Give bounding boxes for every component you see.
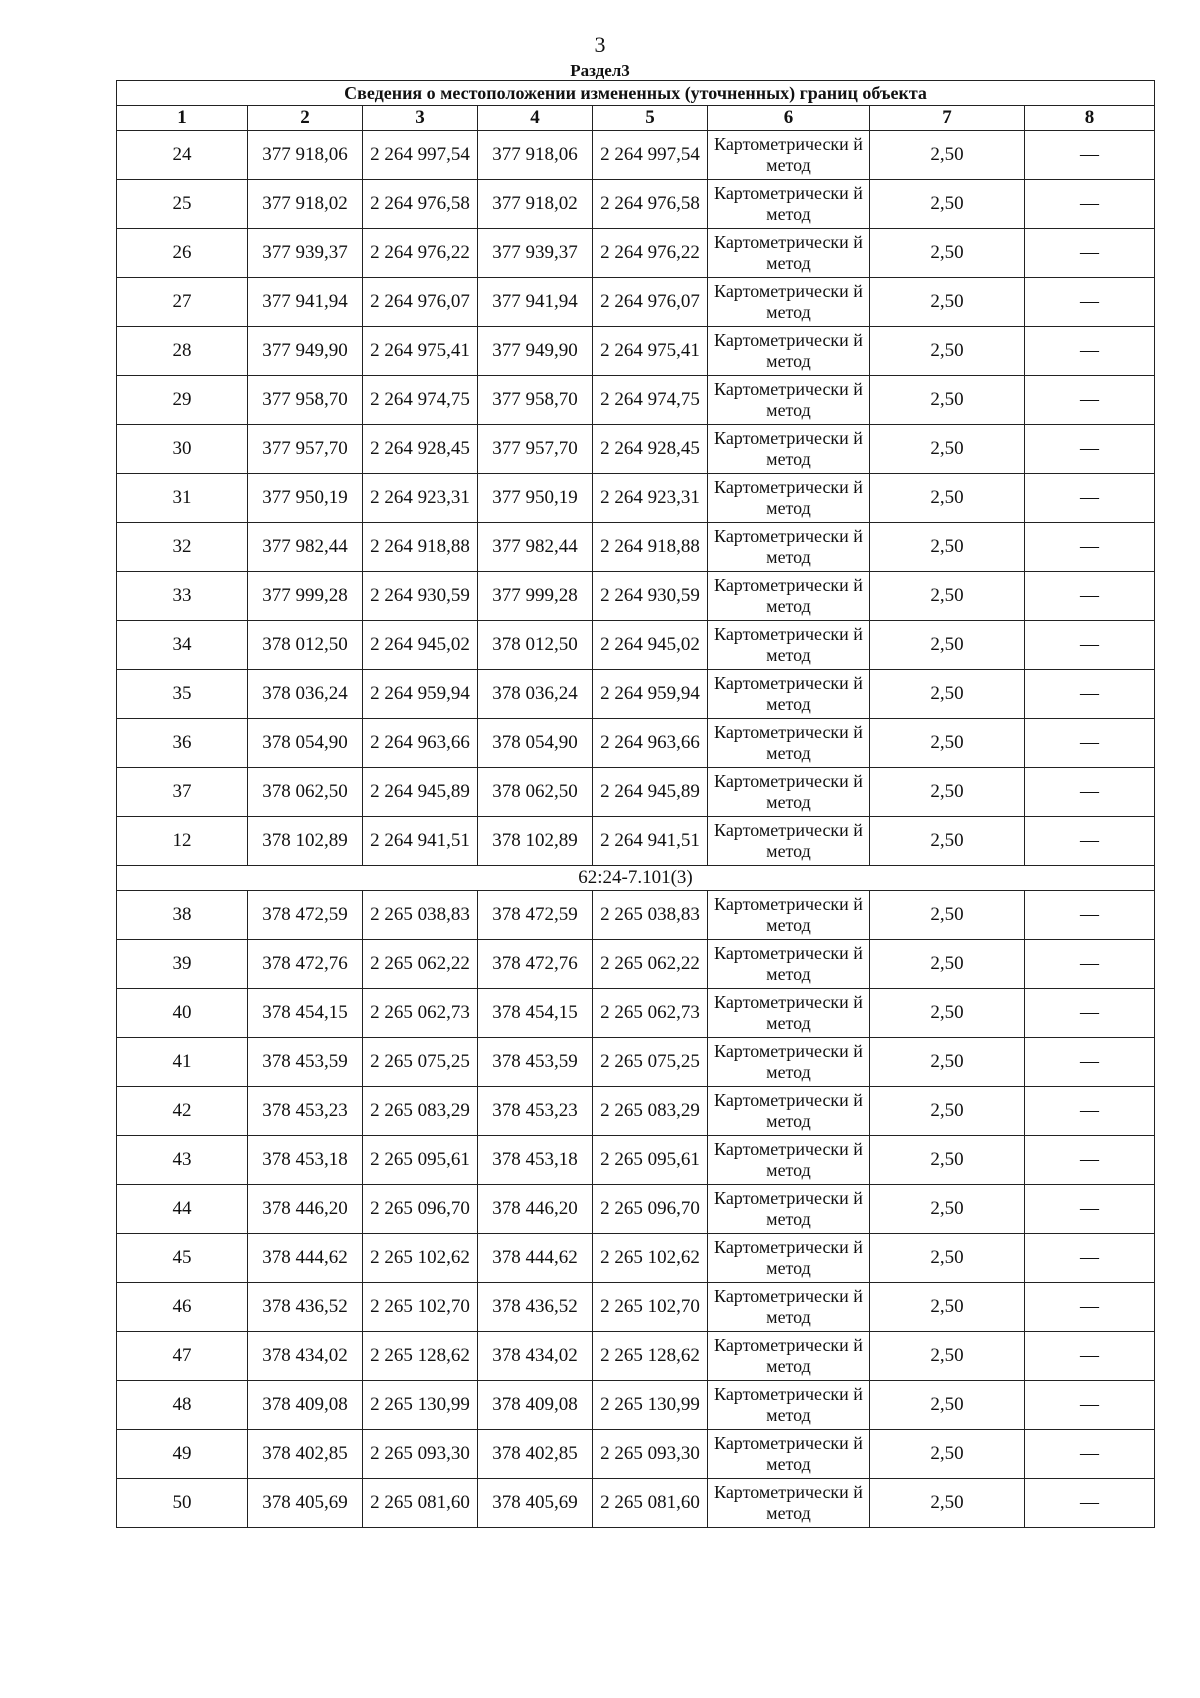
method-cell: Картометрически й метод [708, 1479, 870, 1528]
accuracy-cell: 2,50 [870, 523, 1025, 572]
column-number: 8 [1025, 106, 1155, 131]
table-row [117, 1479, 1155, 1528]
y-old-cell: 2 264 959,94 [363, 670, 478, 719]
x-old-cell: 378 472,59 [248, 891, 363, 940]
y-new-cell: 2 265 130,99 [593, 1381, 708, 1430]
note-cell: — [1025, 1136, 1155, 1185]
y-new-cell: 2 265 102,62 [593, 1234, 708, 1283]
accuracy-cell: 2,50 [870, 1332, 1025, 1381]
y-old-cell: 2 265 128,62 [363, 1332, 478, 1381]
x-old-cell: 378 453,18 [248, 1136, 363, 1185]
table-row [117, 278, 1155, 327]
accuracy-cell: 2,50 [870, 1136, 1025, 1185]
point-number-cell: 50 [117, 1479, 248, 1528]
note-cell: — [1025, 621, 1155, 670]
y-old-cell: 2 264 976,22 [363, 229, 478, 278]
y-old-cell: 2 264 963,66 [363, 719, 478, 768]
point-number-cell: 38 [117, 891, 248, 940]
x-old-cell: 378 436,52 [248, 1283, 363, 1332]
accuracy-cell: 2,50 [870, 940, 1025, 989]
accuracy-cell: 2,50 [870, 180, 1025, 229]
note-cell: — [1025, 1381, 1155, 1430]
x-old-cell: 378 434,02 [248, 1332, 363, 1381]
method-cell: Картометрически й метод [708, 1087, 870, 1136]
x-new-cell: 378 102,89 [478, 817, 593, 866]
y-old-cell: 2 265 083,29 [363, 1087, 478, 1136]
accuracy-cell: 2,50 [870, 891, 1025, 940]
method-cell: Картометрически й метод [708, 670, 870, 719]
note-cell: — [1025, 523, 1155, 572]
note-cell: — [1025, 1332, 1155, 1381]
accuracy-cell: 2,50 [870, 768, 1025, 817]
x-old-cell: 377 918,06 [248, 131, 363, 180]
note-cell: — [1025, 278, 1155, 327]
x-new-cell: 378 454,15 [478, 989, 593, 1038]
point-number-cell: 12 [117, 817, 248, 866]
y-new-cell: 2 264 918,88 [593, 523, 708, 572]
table-row [117, 180, 1155, 229]
note-cell: — [1025, 817, 1155, 866]
y-new-cell: 2 265 081,60 [593, 1479, 708, 1528]
note-cell: — [1025, 1185, 1155, 1234]
note-cell: — [1025, 1430, 1155, 1479]
table-row [117, 327, 1155, 376]
y-old-cell: 2 264 918,88 [363, 523, 478, 572]
accuracy-cell: 2,50 [870, 131, 1025, 180]
y-new-cell: 2 264 928,45 [593, 425, 708, 474]
x-old-cell: 378 036,24 [248, 670, 363, 719]
x-new-cell: 377 950,19 [478, 474, 593, 523]
column-number: 4 [478, 106, 593, 131]
accuracy-cell: 2,50 [870, 817, 1025, 866]
x-new-cell: 378 444,62 [478, 1234, 593, 1283]
y-old-cell: 2 265 081,60 [363, 1479, 478, 1528]
accuracy-cell: 2,50 [870, 1430, 1025, 1479]
method-cell: Картометрически й метод [708, 131, 870, 180]
y-new-cell: 2 264 959,94 [593, 670, 708, 719]
column-number-row [117, 106, 1155, 131]
boundary-coordinates-table [116, 80, 1155, 1528]
point-number-cell: 44 [117, 1185, 248, 1234]
accuracy-cell: 2,50 [870, 1283, 1025, 1332]
x-old-cell: 378 453,59 [248, 1038, 363, 1087]
x-new-cell: 378 062,50 [478, 768, 593, 817]
note-cell: — [1025, 327, 1155, 376]
table-row [117, 1087, 1155, 1136]
y-new-cell: 2 264 976,07 [593, 278, 708, 327]
y-old-cell: 2 265 038,83 [363, 891, 478, 940]
group-row [117, 866, 1155, 891]
x-old-cell: 378 062,50 [248, 768, 363, 817]
x-old-cell: 378 472,76 [248, 940, 363, 989]
accuracy-cell: 2,50 [870, 1479, 1025, 1528]
accuracy-cell: 2,50 [870, 1234, 1025, 1283]
y-new-cell: 2 265 083,29 [593, 1087, 708, 1136]
accuracy-cell: 2,50 [870, 1381, 1025, 1430]
point-number-cell: 47 [117, 1332, 248, 1381]
accuracy-cell: 2,50 [870, 425, 1025, 474]
y-new-cell: 2 264 923,31 [593, 474, 708, 523]
x-old-cell: 378 054,90 [248, 719, 363, 768]
point-number-cell: 34 [117, 621, 248, 670]
method-cell: Картометрически й метод [708, 180, 870, 229]
point-number-cell: 37 [117, 768, 248, 817]
column-number: 3 [363, 106, 478, 131]
note-cell: — [1025, 425, 1155, 474]
method-cell: Картометрически й метод [708, 768, 870, 817]
method-cell: Картометрически й метод [708, 278, 870, 327]
method-cell: Картометрически й метод [708, 1185, 870, 1234]
y-new-cell: 2 265 062,73 [593, 989, 708, 1038]
x-old-cell: 377 949,90 [248, 327, 363, 376]
x-new-cell: 378 453,59 [478, 1038, 593, 1087]
table-row [117, 621, 1155, 670]
note-cell: — [1025, 989, 1155, 1038]
x-old-cell: 378 454,15 [248, 989, 363, 1038]
column-number: 5 [593, 106, 708, 131]
point-number-cell: 41 [117, 1038, 248, 1087]
point-number-cell: 36 [117, 719, 248, 768]
method-cell: Картометрически й метод [708, 1283, 870, 1332]
point-number-cell: 26 [117, 229, 248, 278]
y-new-cell: 2 264 976,22 [593, 229, 708, 278]
x-new-cell: 378 036,24 [478, 670, 593, 719]
page-number: 3 [594, 32, 606, 57]
y-new-cell: 2 264 945,89 [593, 768, 708, 817]
y-old-cell: 2 265 062,73 [363, 989, 478, 1038]
y-old-cell: 2 264 930,59 [363, 572, 478, 621]
y-old-cell: 2 264 997,54 [363, 131, 478, 180]
table-row [117, 1038, 1155, 1087]
note-cell: — [1025, 719, 1155, 768]
y-new-cell: 2 264 945,02 [593, 621, 708, 670]
x-new-cell: 377 941,94 [478, 278, 593, 327]
accuracy-cell: 2,50 [870, 327, 1025, 376]
x-old-cell: 377 999,28 [248, 572, 363, 621]
x-old-cell: 378 444,62 [248, 1234, 363, 1283]
x-old-cell: 378 409,08 [248, 1381, 363, 1430]
y-old-cell: 2 265 130,99 [363, 1381, 478, 1430]
accuracy-cell: 2,50 [870, 719, 1025, 768]
table-row [117, 1381, 1155, 1430]
table-row [117, 229, 1155, 278]
method-cell: Картометрически й метод [708, 1430, 870, 1479]
method-cell: Картометрически й метод [708, 817, 870, 866]
table-row [117, 474, 1155, 523]
x-new-cell: 378 436,52 [478, 1283, 593, 1332]
x-new-cell: 378 405,69 [478, 1479, 593, 1528]
section-title: Раздел3 [570, 61, 630, 80]
accuracy-cell: 2,50 [870, 229, 1025, 278]
point-number-cell: 27 [117, 278, 248, 327]
x-old-cell: 378 402,85 [248, 1430, 363, 1479]
table-row [117, 670, 1155, 719]
y-old-cell: 2 265 095,61 [363, 1136, 478, 1185]
y-new-cell: 2 265 102,70 [593, 1283, 708, 1332]
table-row [117, 719, 1155, 768]
x-new-cell: 377 957,70 [478, 425, 593, 474]
point-number-cell: 31 [117, 474, 248, 523]
y-new-cell: 2 265 038,83 [593, 891, 708, 940]
x-old-cell: 378 446,20 [248, 1185, 363, 1234]
column-number: 7 [870, 106, 1025, 131]
note-cell: — [1025, 180, 1155, 229]
method-cell: Картометрически й метод [708, 1234, 870, 1283]
table-body [117, 131, 1155, 1528]
y-old-cell: 2 264 976,07 [363, 278, 478, 327]
x-new-cell: 377 918,06 [478, 131, 593, 180]
point-number-cell: 42 [117, 1087, 248, 1136]
y-old-cell: 2 265 102,70 [363, 1283, 478, 1332]
table-heading: Сведения о местоположении измененных (уточненных) границ объекта [117, 81, 1155, 106]
method-cell: Картометрически й метод [708, 572, 870, 621]
note-cell: — [1025, 768, 1155, 817]
accuracy-cell: 2,50 [870, 572, 1025, 621]
point-number-cell: 43 [117, 1136, 248, 1185]
note-cell: — [1025, 229, 1155, 278]
x-old-cell: 377 918,02 [248, 180, 363, 229]
x-new-cell: 377 949,90 [478, 327, 593, 376]
method-cell: Картометрически й метод [708, 940, 870, 989]
table-row [117, 768, 1155, 817]
y-old-cell: 2 265 096,70 [363, 1185, 478, 1234]
x-new-cell: 377 958,70 [478, 376, 593, 425]
x-old-cell: 377 950,19 [248, 474, 363, 523]
y-new-cell: 2 264 941,51 [593, 817, 708, 866]
x-new-cell: 378 434,02 [478, 1332, 593, 1381]
table-row [117, 1234, 1155, 1283]
y-old-cell: 2 264 975,41 [363, 327, 478, 376]
y-new-cell: 2 264 976,58 [593, 180, 708, 229]
method-cell: Картометрически й метод [708, 523, 870, 572]
x-new-cell: 378 446,20 [478, 1185, 593, 1234]
point-number-cell: 35 [117, 670, 248, 719]
accuracy-cell: 2,50 [870, 278, 1025, 327]
table-row [117, 817, 1155, 866]
note-cell: — [1025, 940, 1155, 989]
x-new-cell: 378 453,18 [478, 1136, 593, 1185]
point-number-cell: 40 [117, 989, 248, 1038]
y-new-cell: 2 264 975,41 [593, 327, 708, 376]
accuracy-cell: 2,50 [870, 1087, 1025, 1136]
method-cell: Картометрически й метод [708, 425, 870, 474]
note-cell: — [1025, 131, 1155, 180]
table-row [117, 940, 1155, 989]
accuracy-cell: 2,50 [870, 474, 1025, 523]
y-new-cell: 2 264 930,59 [593, 572, 708, 621]
method-cell: Картометрически й метод [708, 327, 870, 376]
column-number: 2 [248, 106, 363, 131]
x-old-cell: 378 012,50 [248, 621, 363, 670]
y-new-cell: 2 264 963,66 [593, 719, 708, 768]
note-cell: — [1025, 572, 1155, 621]
x-old-cell: 377 958,70 [248, 376, 363, 425]
point-number-cell: 39 [117, 940, 248, 989]
y-old-cell: 2 265 062,22 [363, 940, 478, 989]
note-cell: — [1025, 670, 1155, 719]
table-row [117, 425, 1155, 474]
x-old-cell: 378 405,69 [248, 1479, 363, 1528]
y-old-cell: 2 265 102,62 [363, 1234, 478, 1283]
method-cell: Картометрически й метод [708, 474, 870, 523]
x-new-cell: 378 472,76 [478, 940, 593, 989]
x-new-cell: 378 472,59 [478, 891, 593, 940]
accuracy-cell: 2,50 [870, 670, 1025, 719]
x-new-cell: 378 453,23 [478, 1087, 593, 1136]
y-old-cell: 2 264 945,02 [363, 621, 478, 670]
x-old-cell: 378 453,23 [248, 1087, 363, 1136]
point-number-cell: 48 [117, 1381, 248, 1430]
note-cell: — [1025, 1087, 1155, 1136]
point-number-cell: 32 [117, 523, 248, 572]
accuracy-cell: 2,50 [870, 376, 1025, 425]
note-cell: — [1025, 474, 1155, 523]
column-number: 1 [117, 106, 248, 131]
table-row [117, 1283, 1155, 1332]
table-row [117, 1185, 1155, 1234]
x-new-cell: 377 982,44 [478, 523, 593, 572]
note-cell: — [1025, 891, 1155, 940]
table-row [117, 376, 1155, 425]
table-row [117, 131, 1155, 180]
method-cell: Картометрически й метод [708, 1332, 870, 1381]
y-new-cell: 2 265 128,62 [593, 1332, 708, 1381]
point-number-cell: 45 [117, 1234, 248, 1283]
y-old-cell: 2 265 075,25 [363, 1038, 478, 1087]
x-old-cell: 378 102,89 [248, 817, 363, 866]
point-number-cell: 28 [117, 327, 248, 376]
x-new-cell: 377 939,37 [478, 229, 593, 278]
method-cell: Картометрически й метод [708, 229, 870, 278]
table-row [117, 1332, 1155, 1381]
y-new-cell: 2 264 974,75 [593, 376, 708, 425]
y-new-cell: 2 265 075,25 [593, 1038, 708, 1087]
table-row [117, 1430, 1155, 1479]
method-cell: Картометрически й метод [708, 1038, 870, 1087]
method-cell: Картометрически й метод [708, 891, 870, 940]
x-new-cell: 377 999,28 [478, 572, 593, 621]
y-old-cell: 2 265 093,30 [363, 1430, 478, 1479]
method-cell: Картометрически й метод [708, 621, 870, 670]
y-new-cell: 2 265 062,22 [593, 940, 708, 989]
x-old-cell: 377 957,70 [248, 425, 363, 474]
x-new-cell: 377 918,02 [478, 180, 593, 229]
accuracy-cell: 2,50 [870, 1185, 1025, 1234]
table-row [117, 891, 1155, 940]
cadastral-block-label: 62:24-7.101(3) [117, 866, 1155, 891]
note-cell: — [1025, 1234, 1155, 1283]
table-row [117, 523, 1155, 572]
note-cell: — [1025, 376, 1155, 425]
x-new-cell: 378 409,08 [478, 1381, 593, 1430]
x-new-cell: 378 054,90 [478, 719, 593, 768]
point-number-cell: 30 [117, 425, 248, 474]
x-new-cell: 378 012,50 [478, 621, 593, 670]
accuracy-cell: 2,50 [870, 621, 1025, 670]
y-old-cell: 2 264 923,31 [363, 474, 478, 523]
x-old-cell: 377 982,44 [248, 523, 363, 572]
accuracy-cell: 2,50 [870, 1038, 1025, 1087]
y-old-cell: 2 264 945,89 [363, 768, 478, 817]
y-old-cell: 2 264 974,75 [363, 376, 478, 425]
note-cell: — [1025, 1283, 1155, 1332]
x-new-cell: 378 402,85 [478, 1430, 593, 1479]
note-cell: — [1025, 1038, 1155, 1087]
y-old-cell: 2 264 928,45 [363, 425, 478, 474]
point-number-cell: 49 [117, 1430, 248, 1479]
method-cell: Картометрически й метод [708, 376, 870, 425]
table-heading-row [117, 81, 1155, 106]
method-cell: Картометрически й метод [708, 1136, 870, 1185]
point-number-cell: 46 [117, 1283, 248, 1332]
accuracy-cell: 2,50 [870, 989, 1025, 1038]
y-new-cell: 2 265 095,61 [593, 1136, 708, 1185]
table-row [117, 1136, 1155, 1185]
method-cell: Картометрически й метод [708, 1381, 870, 1430]
x-old-cell: 377 941,94 [248, 278, 363, 327]
y-new-cell: 2 264 997,54 [593, 131, 708, 180]
method-cell: Картометрически й метод [708, 989, 870, 1038]
y-old-cell: 2 264 941,51 [363, 817, 478, 866]
y-new-cell: 2 265 096,70 [593, 1185, 708, 1234]
table-row [117, 989, 1155, 1038]
point-number-cell: 24 [117, 131, 248, 180]
point-number-cell: 33 [117, 572, 248, 621]
point-number-cell: 25 [117, 180, 248, 229]
method-cell: Картометрически й метод [708, 719, 870, 768]
note-cell: — [1025, 1479, 1155, 1528]
x-old-cell: 377 939,37 [248, 229, 363, 278]
table-row [117, 572, 1155, 621]
column-number: 6 [708, 106, 870, 131]
y-new-cell: 2 265 093,30 [593, 1430, 708, 1479]
y-old-cell: 2 264 976,58 [363, 180, 478, 229]
point-number-cell: 29 [117, 376, 248, 425]
